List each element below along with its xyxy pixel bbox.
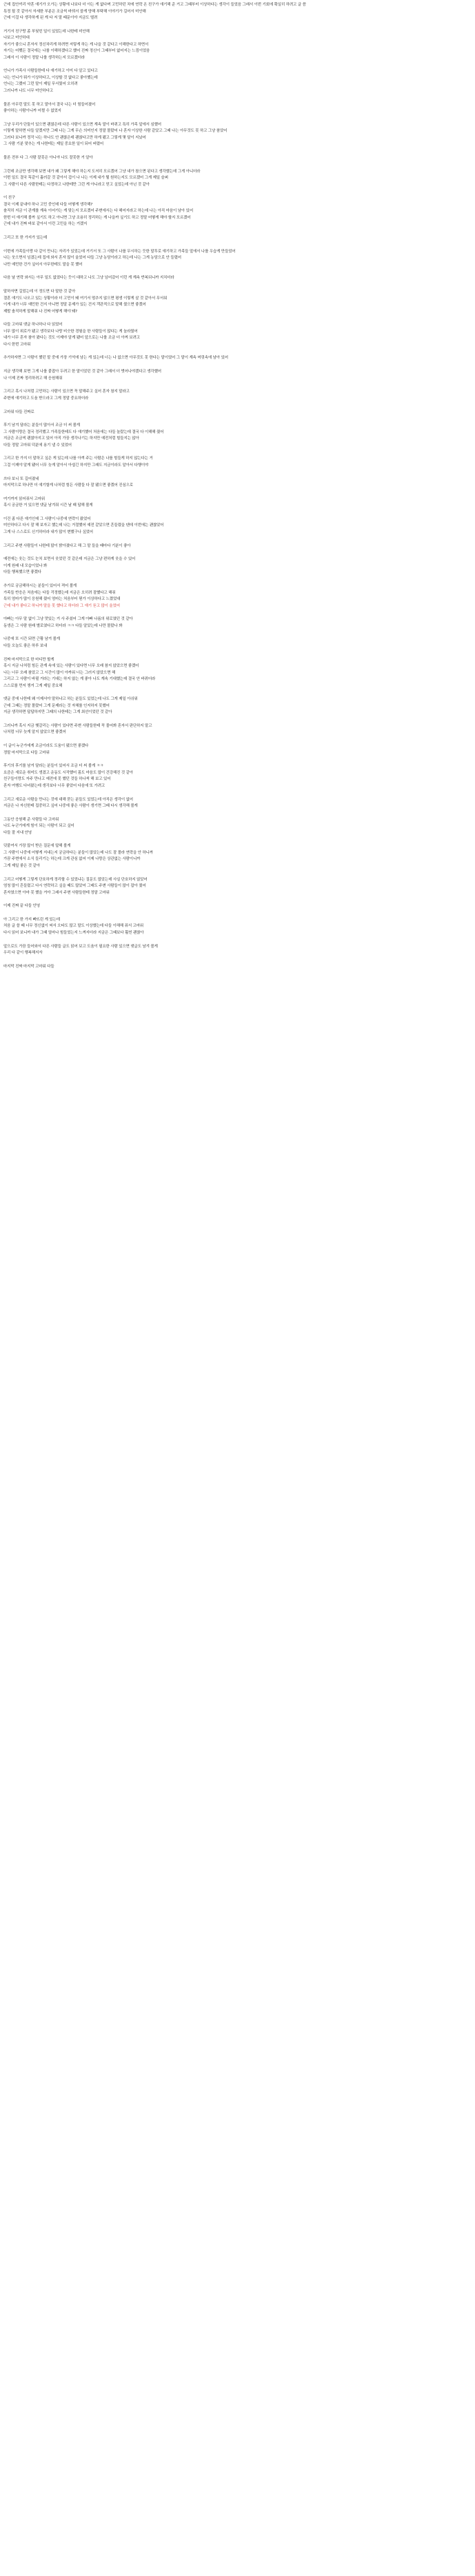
text-line: 다시 읽어 보니까 내가 그때 얼마나 힘들었는지 느껴지더라 지금은 그때보다 훨씬 괜찮아 <box>3 930 144 935</box>
text-line: 제발 솔직하게 말해줘 나 진짜 어떻게 해야 돼? <box>3 309 77 314</box>
text-line: 나중에 또 시간 되면 근황 남겨 볼게 <box>3 637 60 642</box>
paragraph <box>3 917 471 937</box>
text-line: 결혼 얘기도 나오고 있는 상황이라 더 고민이 돼 여기서 멈추지 않으면 평생 이렇게 살 것 같아서 무서워 <box>3 296 168 301</box>
text-line: 언니가 가족사 사람들한테 다 얘기하고 이미 다 알고 있다고 <box>3 69 98 74</box>
paragraph <box>3 195 471 228</box>
paragraph <box>3 169 471 189</box>
text-line: 혼자였으면 아마 못 했을 거야 그래서 주변 사람들한테 정말 고마워 <box>3 890 110 895</box>
paragraph <box>3 743 471 756</box>
paragraph <box>3 122 471 148</box>
text-line: 다들 오늘도 좋은 하루 보내 <box>3 643 48 648</box>
text-line: 그리고 주변 사람들이 나한테 많이 밝아졌다고 해 그 말 들을 때마다 기분이 좋아 <box>3 543 131 548</box>
paragraph <box>3 29 471 62</box>
paragraph <box>3 423 471 449</box>
paragraph <box>3 556 471 576</box>
text-line: 그게 나 스스로도 신기하더라 내가 많이 변했구나 싶었어 <box>3 530 93 534</box>
paragraph <box>3 102 471 115</box>
text-line: 아 그리고 한 가지 빠뜨린 게 있는데 <box>3 917 60 922</box>
text-line: 그게 제일 좋은 것 같아 <box>3 863 40 868</box>
text-line: 그러다 보니까 정작 나는 하나도 안 괜찮은데 괜찮다고만 하게 됐고 그렇게 몇 달이 지났어 <box>3 135 146 140</box>
paragraph <box>3 616 471 630</box>
text-line: 다들 고마워 댓글 하나하나 다 읽었어 <box>3 323 63 328</box>
text-line: 혹시 궁금한 거 있으면 댓글 남겨줘 시간 날 때 답해 볼게 <box>3 503 93 508</box>
text-line: 예전에는 웃는 것도 눈치 보면서 웃었던 것 같은데 지금은 그냥 편하게 웃을 수 있어 <box>3 557 136 562</box>
paragraph <box>3 964 471 971</box>
text-line: 나보고 미안하대 <box>3 36 30 41</box>
text-line: 물론 전부 다 그 사람 잘못은 아니야 나도 잘못한 거 알아 <box>3 155 93 160</box>
text-line: 나는 언니가 뭐가 이상하다고, 이상할 것 없다고 좋아했는데 <box>3 75 98 80</box>
paragraph <box>3 249 471 269</box>
text-line: 지금은 조금씩 괜찮아지고 있어 아직 가끔 생각나기는 하지만 예전처럼 힘들지는 않아 <box>3 436 139 441</box>
text-line: 그러니까 혹시 지금 헷갈리는 사람이 있다면 주변 사람들한테 꼭 물어봐 혼자서 판단하지 말고 <box>3 723 152 728</box>
paragraph <box>3 68 471 94</box>
paragraph <box>3 322 471 348</box>
text-line: 엄청 많이 흔들렸고 다시 연락하고 싶을 때도 많았어 그래도 주변 사람들이 많이 잡아 줬어 <box>3 884 146 889</box>
paragraph <box>3 516 471 536</box>
paragraph <box>3 476 471 490</box>
text-line: 이제 진짜 끝 다들 안녕 <box>3 904 40 909</box>
text-line: 나만 예민한 건가 싶어서 아무한테도 말을 못 했어 <box>3 262 83 267</box>
text-line: 정말 마지막으로 다들 고마워 <box>3 750 50 755</box>
text-line: 나 이제 진짜 정리하려고 해 응원해줘 <box>3 376 63 381</box>
text-line: 후기의 후기를 남겨 달라는 분들이 있어서 조금 더 써 볼게 ㅋㅋ <box>3 764 104 769</box>
text-line: 그리고 또 한 가지가 있는데 <box>3 236 48 240</box>
paragraph <box>3 275 471 282</box>
text-line: 좋아하는 사람이니까 어쩔 수 없었지 <box>3 109 61 114</box>
text-line: 그동안 응원해 준 사람들 다 고마워 <box>3 817 59 822</box>
text-line: 처음 글 쓸 때 너무 정신없이 써서 오타도 많고 말도 이상했는데 다들 이해해 줘서 고마워 <box>3 924 144 929</box>
text-line: 우리 다 같이 행복해지자 <box>3 951 43 956</box>
text-line: 이 친구 <box>3 196 16 201</box>
text-line: 후기 남겨 달라는 분들이 많아서 조금 더 써 볼게 <box>3 423 80 428</box>
paragraph <box>3 235 471 242</box>
text-line: 말하자면 길었는데 이 정도면 다 말한 것 같아 <box>3 290 76 294</box>
text-line: 이번 일도 결국 똑같이 흘러갈 것 같아서 겁이 나 나는 이제 내가 뭘 원하는지도 모르겠어 그게 제일 슬퍼 <box>3 176 168 181</box>
text-line: 혹시 지금 나처럼 힘든 관계 속에 있는 사람이 있다면 너무 오래 참지 않았으면 좋겠어 <box>3 664 139 669</box>
paragraph <box>3 763 471 789</box>
paragraph <box>3 636 471 650</box>
text-line: 근데 내가 진짜 바보 같아서 이런 고민을 하는 거겠지 <box>3 222 88 227</box>
paragraph <box>3 456 471 469</box>
text-line: 솔직히 지금 이 관계를 계속 이어가는 게 맞는지 모르겠어 주변에서는 다 헤어지라고 하는데 나는 아직 마음이 남아 있어 <box>3 209 193 214</box>
text-line: 앞으로도 가끔 들어와서 다른 사람들 글도 읽어 보고 도움이 필요한 사람 있으면 댓글도 남겨 볼게 <box>3 944 158 949</box>
text-line: 나도 누군가에게 힘이 되는 사람이 되고 싶어 <box>3 824 74 829</box>
post-body <box>0 0 475 970</box>
text-line: 스스로를 먼저 챙겨 그게 제일 중요해 <box>3 683 63 688</box>
text-line: 그걸 이제야 알게 됐어 너무 늦게 알아서 아쉽긴 하지만 그래도 지금이라도 알아서 다행이야 <box>3 463 149 467</box>
text-line: 아빠는 아무 말 없이 그냥 맛있는 거 사 주셨어 그게 아빠 나름의 위로였던 것 같아 <box>3 617 133 622</box>
paragraph <box>3 903 471 910</box>
text-line: 추가로 궁금해하시는 분들이 있어서 적어 볼게 <box>3 584 77 588</box>
paragraph <box>3 944 471 957</box>
paragraph <box>3 797 471 810</box>
text-line: 여기까지 읽어줘서 고마워 <box>3 496 45 501</box>
paragraph <box>3 696 471 716</box>
text-line: 그러니까 나도 너무 미안하다고 <box>3 88 53 93</box>
text-line: 너무 많이 위로가 됐고 생각보다 나랑 비슷한 경험을 한 사람들이 많다는 게 놀라웠어 <box>3 329 138 334</box>
text-line: 이 글이 누군가에게 조금이라도 도움이 됐으면 좋겠다 <box>3 744 89 749</box>
text-line: 그리고 혹시 나처럼 고민하는 사람이 있으면 꼭 말해주고 싶어 혼자 참지 말라고 <box>3 390 130 394</box>
text-line: 나는 웃으면서 넘겼는데 집에 와서 혼자 많이 울었어 다들 그냥 농담이라고 하는데 나는 그게 농담으로 안 들렸어 <box>3 256 181 261</box>
text-line: 그 사람이 다른 사람한테는 다정하고 나한테만 그런 게 아니라고 믿고 싶었는데 아닌 것 같아 <box>3 182 150 187</box>
text-line: 덧붙여서 가장 많이 받은 질문에 답해 볼게 <box>3 844 71 849</box>
text-line: 언니는 그랬어 그런 말이 제일 무서웠어 오히려 <box>3 82 78 87</box>
paragraph <box>3 877 471 897</box>
text-line: 지금 생각해 보면 그게 나를 붙잡아 두려고 한 말이었던 것 같아 그래서 더 벗어나야겠다고 생각했어 <box>3 370 161 374</box>
paragraph <box>3 843 471 869</box>
text-line: 그 사람이랑은 결국 정리했고 가족들한테도 다 얘기했어 처음에는 다들 놀랐는데 결국 다 이해해 줬어 <box>3 430 164 434</box>
text-line: 마지막으로 하나만 더 얘기할게 나처럼 힘든 사람들 다 잘 됐으면 좋겠어 진심으로 <box>3 483 133 488</box>
text-line: 그런데 조금만 생각해 보면 내가 왜 그렇게 해야 하는지 도저히 모르겠어 그냥 내가 참으면 된다고 생각했는데 그게 아니더라 <box>3 169 201 174</box>
paragraph <box>3 355 471 362</box>
text-line: 다음 날 연락 와서는 아무 일도 없었다는 듯이 대하고 나도 그냥 넘어갔어 이런 게 계속 반복되니까 지치더라 <box>3 276 174 281</box>
text-line: 그리고 한 가지 더 말하고 싶은 게 있는데 나를 아껴 주는 사람은 나를 힘들게 하지 않는다는 거 <box>3 456 153 461</box>
text-line: 동생은 그 사람 원래 별로였다고 하더라 ㅋㅋ 다들 알았는데 나만 몰랐나 봐 <box>3 623 123 628</box>
text-line: 그냥 우리가 단둘이 있으면 괜찮은데 다른 사람이 있으면 계속 말이 바뀌고 특히 가족 앞에서 심했어 <box>3 122 161 127</box>
text-line: 마지막 진짜 마지막 고마워 다들 <box>3 964 54 969</box>
text-line: 다들 잘 지내 안녕 <box>3 830 32 835</box>
text-line: 요즘은 새로운 취미도 생겼고 운동도 시작했어 몸도 마음도 많이 건강해진 것 같아 <box>3 770 133 775</box>
text-line: 자기는 어쨌든 결국에는 나를 이해하겠다고 했어 진짜 정신이 그때부터 없어지는 느낌이었음 <box>3 49 150 54</box>
text-line: 근데 내가 좋다고 하니까 말을 못 했다고 하더라 그 얘기 듣고 많이 울었어 <box>3 603 120 608</box>
text-line: 친구들이랑도 자주 만나고 예전에 못 했던 것들 하나씩 해 보고 있어 <box>3 777 111 782</box>
text-line: 혼자 여행도 다녀왔는데 생각보다 너무 좋았어 다음에 또 가려고 <box>3 783 105 788</box>
text-line: 쓰다 보니 또 길어졌네 <box>3 476 39 481</box>
text-line: 다들 행복했으면 좋겠다 <box>3 570 41 575</box>
text-line: 추가하자면 그 사람이 했던 말 중에 가장 기억에 남는 게 있는데 너는 나 없으면 아무것도 못 한다는 말이었어 그 말이 계속 머릿속에 남아 있어 <box>3 356 228 361</box>
text-line: 그리고 어떻게 그렇게 단호하게 정리할 수 있었냐는 질문도 많았는데 사실 단호하지 않았어 <box>3 877 148 882</box>
text-line: 나는 너무 오래 참았고 그 시간이 많이 아까워 너는 그러지 않았으면 해 <box>3 670 116 675</box>
text-line: 주변에 얘기하고 도움 받으라고 그게 정말 중요하더라 <box>3 396 89 401</box>
paragraph <box>3 496 471 510</box>
text-line: 가끔 주변에서 소식 들리기는 하는데 크게 관심 없어 이제 나랑은 상관없는 사람이니까 <box>3 857 141 862</box>
paragraph <box>3 583 471 610</box>
text-line: 근데 그때는 정말 몰랐어 그게 문제라는 것 자체를 인지하지 못했어 <box>3 703 110 708</box>
text-line: 물론 아무런 말도 못 하고 말아서 결국 나는 더 힘들어졌어 <box>3 102 96 107</box>
paragraph <box>3 723 471 736</box>
text-line: 이건 좀 다른 얘기인데 그 사람이 나중에 연락이 왔었어 <box>3 516 91 521</box>
text-line: 그 사람이 나중에 어떻게 지내는지 궁금하다는 분들이 많았는데 나도 잘 몰라 연락을 안 하니까 <box>3 850 153 855</box>
text-line: 이게 내가 너무 예민한 건지 아니면 정말 문제가 있는 건지 객관적으로 말해 줬으면 좋겠어 <box>3 303 146 308</box>
text-line: 이렇게 말하면 다들 알겠지만 그때 나는 그게 무슨 의미인지 정말 몰랐어 나 혼자 이상한 사람 같았고 그때 나는 아무것도 못 하고 그냥 참았어 <box>3 129 228 134</box>
text-line: 다들 정말 고마워 덕분에 용기 낼 수 있었어 <box>3 443 72 447</box>
text-line: 나처럼 너무 늦게 알지 않았으면 좋겠어 <box>3 730 66 735</box>
text-line: 이번에 가족들이랑 다 같이 만나는 자리가 있었는데 거기서 또 그 사람이 나를 무시하는 듯한 말투로 얘기하고 가족들 앞에서 나를 우습게 만들었어 <box>3 249 236 254</box>
paragraph <box>3 657 471 690</box>
paragraph <box>3 817 471 837</box>
text-line: 특히 엄마가 많이 응원해 줬어 엄마는 처음부터 뭔가 이상하다고 느꼈었대 <box>3 597 121 601</box>
text-line: 내가 너무 혼자 참아 왔다는 것도 이제야 알게 됐어 앞으로는 나를 조금 더 아껴 보려고 <box>3 336 140 341</box>
text-line: 가족들 반응은 처음에는 다들 걱정했는데 지금은 오히려 잘했다고 해줘 <box>3 590 116 595</box>
paragraph <box>3 389 471 402</box>
text-line: 자기가 좋으니 혼자서 정신차리게 하려면 저렇게 하는 게 나을 것 같다고 이해한다고 하면서 <box>3 42 149 47</box>
text-line: 근데 집안끼리 약혼 얘기가 오가는 상황에 나보다 더 아는 게 없다며 고민하던 차에 연락 온 친구가 얘기해 준 거고 그때부터 이상하다는 생각이 들었음 그래서 이번 기회에 확실히 하려고 글 씀 <box>3 3 306 7</box>
text-line: 그리고 그 사람이 바뀔 거라는 기대는 하지 않는 게 좋아 나도 계속 기대했는데 결국 안 바뀌더라 <box>3 677 156 682</box>
paragraph <box>3 2 471 22</box>
text-line: 결국 이제 끝내야 하나 고민 중인데 다들 어떻게 생각해? <box>3 202 93 207</box>
paragraph <box>3 410 471 416</box>
paragraph <box>3 155 471 162</box>
paragraph <box>3 543 471 550</box>
paragraph <box>3 369 471 382</box>
text-line: 그리고 새로운 사람을 만나는 것에 대해 묻는 분들도 있었는데 아직은 생각이 없어 <box>3 797 133 802</box>
text-line: 특정 될 것 같아서 자세한 부분은 조금씩 바꿔서 쓸게 양해 부탁해 이야기가 길어서 미안해 <box>3 9 146 14</box>
text-line: 다시 한번 고마워 <box>3 342 31 347</box>
text-line: 그래서 이 사람이 정말 나를 생각하는지 모르겠더라 <box>3 55 85 60</box>
text-line: 거기서 친구랑 좀 부딪힌 일이 있었는데 나한테 미안해 <box>3 29 90 34</box>
text-line: 지금 생각하면 답답하지만 그때의 나한테는 그게 최선이었던 것 같아 <box>3 710 112 715</box>
text-line: 이게 원래 내 모습이었나 봐 <box>3 563 48 568</box>
text-line: 지금은 나 자신한테 집중하고 싶어 나중에 좋은 사람이 생기면 그때 다시 생각해 볼게 <box>3 804 138 808</box>
paragraph <box>3 289 471 315</box>
text-line: 근데 이걸 다 생각하게 된 게 다 저 말 때문이야 지금도 떨려 <box>3 16 98 20</box>
text-line: 그 사람 기분 맞추는 게 나한테는 제일 중요한 일이 되어 버렸어 <box>3 142 104 147</box>
text-line: 미안하다고 다시 잘 해 보자고 했는데 나는 거절했어 예전 같았으면 흔들렸을 텐데 이번에는 괜찮았어 <box>3 523 164 528</box>
text-line: 진짜 마지막으로 한 마디만 할게 <box>3 657 54 662</box>
text-line: 댓글 중에 나한테 왜 이제서야 말하냐고 하는 분들도 있었는데 나도 그게 제일 아쉬워 <box>3 697 138 702</box>
text-line: 한번 더 얘기해 볼까 싶기도 하고 아니면 그냥 조용히 정리하는 게 나을까 싶기도 하고 정말 어떻게 해야 할지 모르겠어 <box>3 215 191 220</box>
text-line: 고마워 다들 진짜로 <box>3 410 34 414</box>
